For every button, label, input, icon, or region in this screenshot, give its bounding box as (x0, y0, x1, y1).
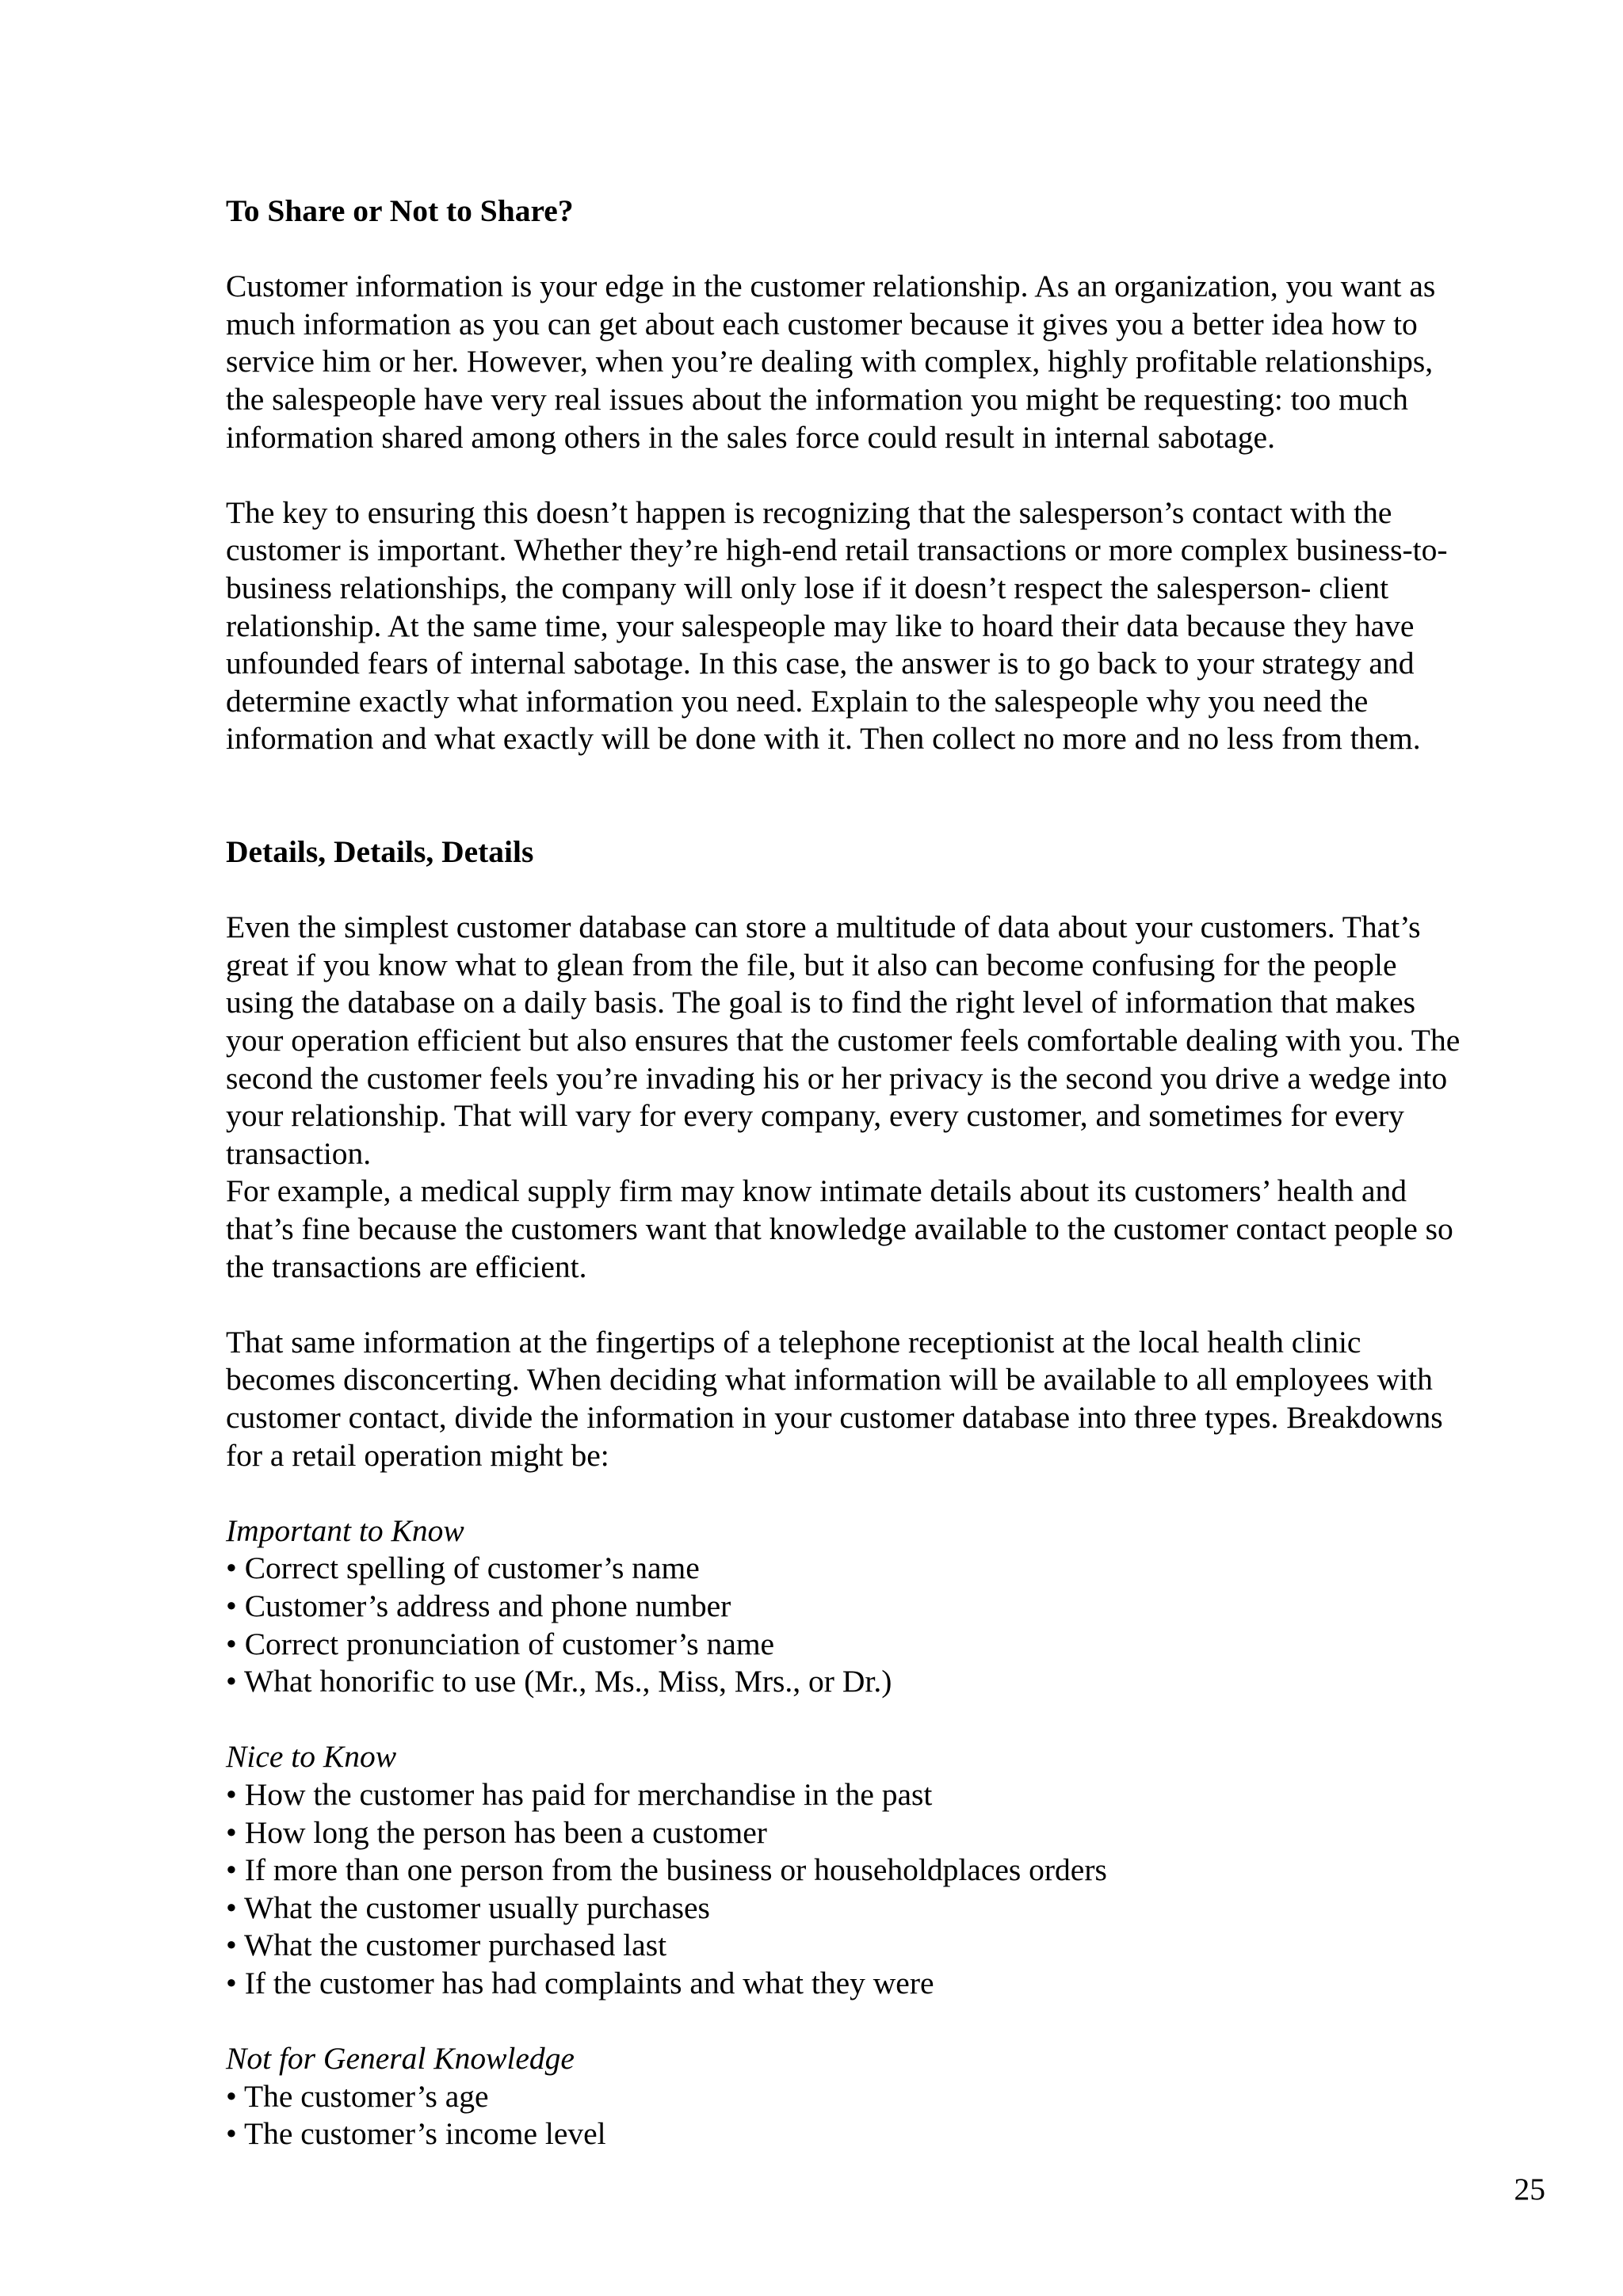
text-line: customer contact, divide the information in your customer database into three types. Breakdowns (226, 1400, 1443, 1435)
list-title: Nice to Know (226, 1739, 397, 1775)
text-line: second the customer feels you’re invading his or her privacy is the second you drive a wedge into (226, 1060, 1448, 1096)
text-line: That same information at the fingertips of a telephone receptionist at the local health clinic (226, 1324, 1361, 1360)
paragraph-simplest-database (226, 909, 1553, 1286)
section-heading-details: Details, Details, Details (226, 834, 534, 870)
list-item: • If the customer has had complaints and what they were (226, 1965, 934, 2000)
text-line: service him or her. However, when you’re dealing with complex, highly profitable relationships, (226, 344, 1434, 379)
text-line: your operation efficient but also ensures that the customer feels comfortable dealing with you. The (226, 1023, 1461, 1058)
text-line: great if you know what to glean from the file, but it also can become confusing for the people (226, 947, 1397, 982)
text-line: that’s fine because the customers want that knowledge available to the customer contact people so (226, 1211, 1453, 1247)
text-line: much information as you can get about each customer because it gives you a better idea how to (226, 306, 1418, 341)
text-line: for a retail operation might be: (226, 1437, 609, 1473)
list-item: • How the customer has paid for merchandise in the past (226, 1776, 933, 1812)
paragraph-same-information (226, 1324, 1553, 1474)
list-item: • If more than one person from the business or householdplaces orders (226, 1852, 1107, 1888)
list-item: • Correct pronunciation of customer’s name (226, 1626, 775, 1661)
text-line: Even the simplest customer database can store a multitude of data about your customers. That’s (226, 910, 1421, 945)
text-line: unfounded fears of internal sabotage. In this case, the answer is to go back to your strategy and (226, 646, 1415, 681)
paragraph-customer-information (226, 268, 1553, 456)
text-line: customer is important. Whether they’re high-end retail transactions or more complex business-to- (226, 532, 1448, 568)
text-line: The key to ensuring this doesn’t happen is recognizing that the salesperson’s contact with the (226, 494, 1392, 530)
list-item: • What honorific to use (Mr., Ms., Miss, Mrs., or Dr.) (226, 1664, 892, 1699)
list-title: Not for General Knowledge (226, 2041, 575, 2077)
text-line: For example, a medical supply firm may know intimate details about its customers’ health and (226, 1173, 1407, 1209)
text-line: Customer information is your edge in the customer relationship. As an organization, you want as (226, 269, 1436, 304)
list-item: • The customer’s age (226, 2078, 489, 2114)
list-item: • The customer’s income level (226, 2116, 606, 2152)
list-nice-to-know (226, 1738, 1553, 2002)
text-line: information shared among others in the sales force could result in internal sabotage. (226, 419, 1275, 455)
list-item: • What the customer usually purchases (226, 1890, 710, 1925)
text-line: transaction. (226, 1135, 372, 1171)
list-item: • What the customer purchased last (226, 1928, 667, 1963)
paragraph-key-to-ensuring (226, 494, 1553, 758)
text-line: becomes disconcerting. When deciding what information will be available to all employees with (226, 1362, 1433, 1398)
list-item: • Correct spelling of customer’s name (226, 1550, 700, 1586)
text-line: business relationships, the company will only lose if it doesn’t respect the salesperson- client (226, 570, 1389, 605)
list-not-for-general-knowledge (226, 2040, 1553, 2153)
list-important-to-know (226, 1512, 1553, 1701)
text-line: information and what exactly will be done with it. Then collect no more and no less from them. (226, 721, 1421, 757)
section-heading-share: To Share or Not to Share? (226, 193, 574, 228)
page-number: 25 (1514, 2172, 1545, 2206)
list-item: • How long the person has been a customer (226, 1814, 767, 1850)
text-line: using the database on a daily basis. The goal is to find the right level of information that makes (226, 985, 1416, 1020)
page-content (226, 193, 1553, 2153)
text-line: determine exactly what information you need. Explain to the salespeople why you need the (226, 683, 1369, 719)
text-line: your relationship. That will vary for every company, every customer, and sometimes for every (226, 1098, 1404, 1134)
text-line: the salespeople have very real issues about the information you might be requesting: too much (226, 381, 1408, 417)
text-line: the transactions are efficient. (226, 1249, 587, 1284)
list-title: Important to Know (226, 1512, 464, 1548)
list-item: • Customer’s address and phone number (226, 1588, 731, 1623)
text-line: relationship. At the same time, your salespeople may like to hoard their data because they have (226, 608, 1415, 643)
